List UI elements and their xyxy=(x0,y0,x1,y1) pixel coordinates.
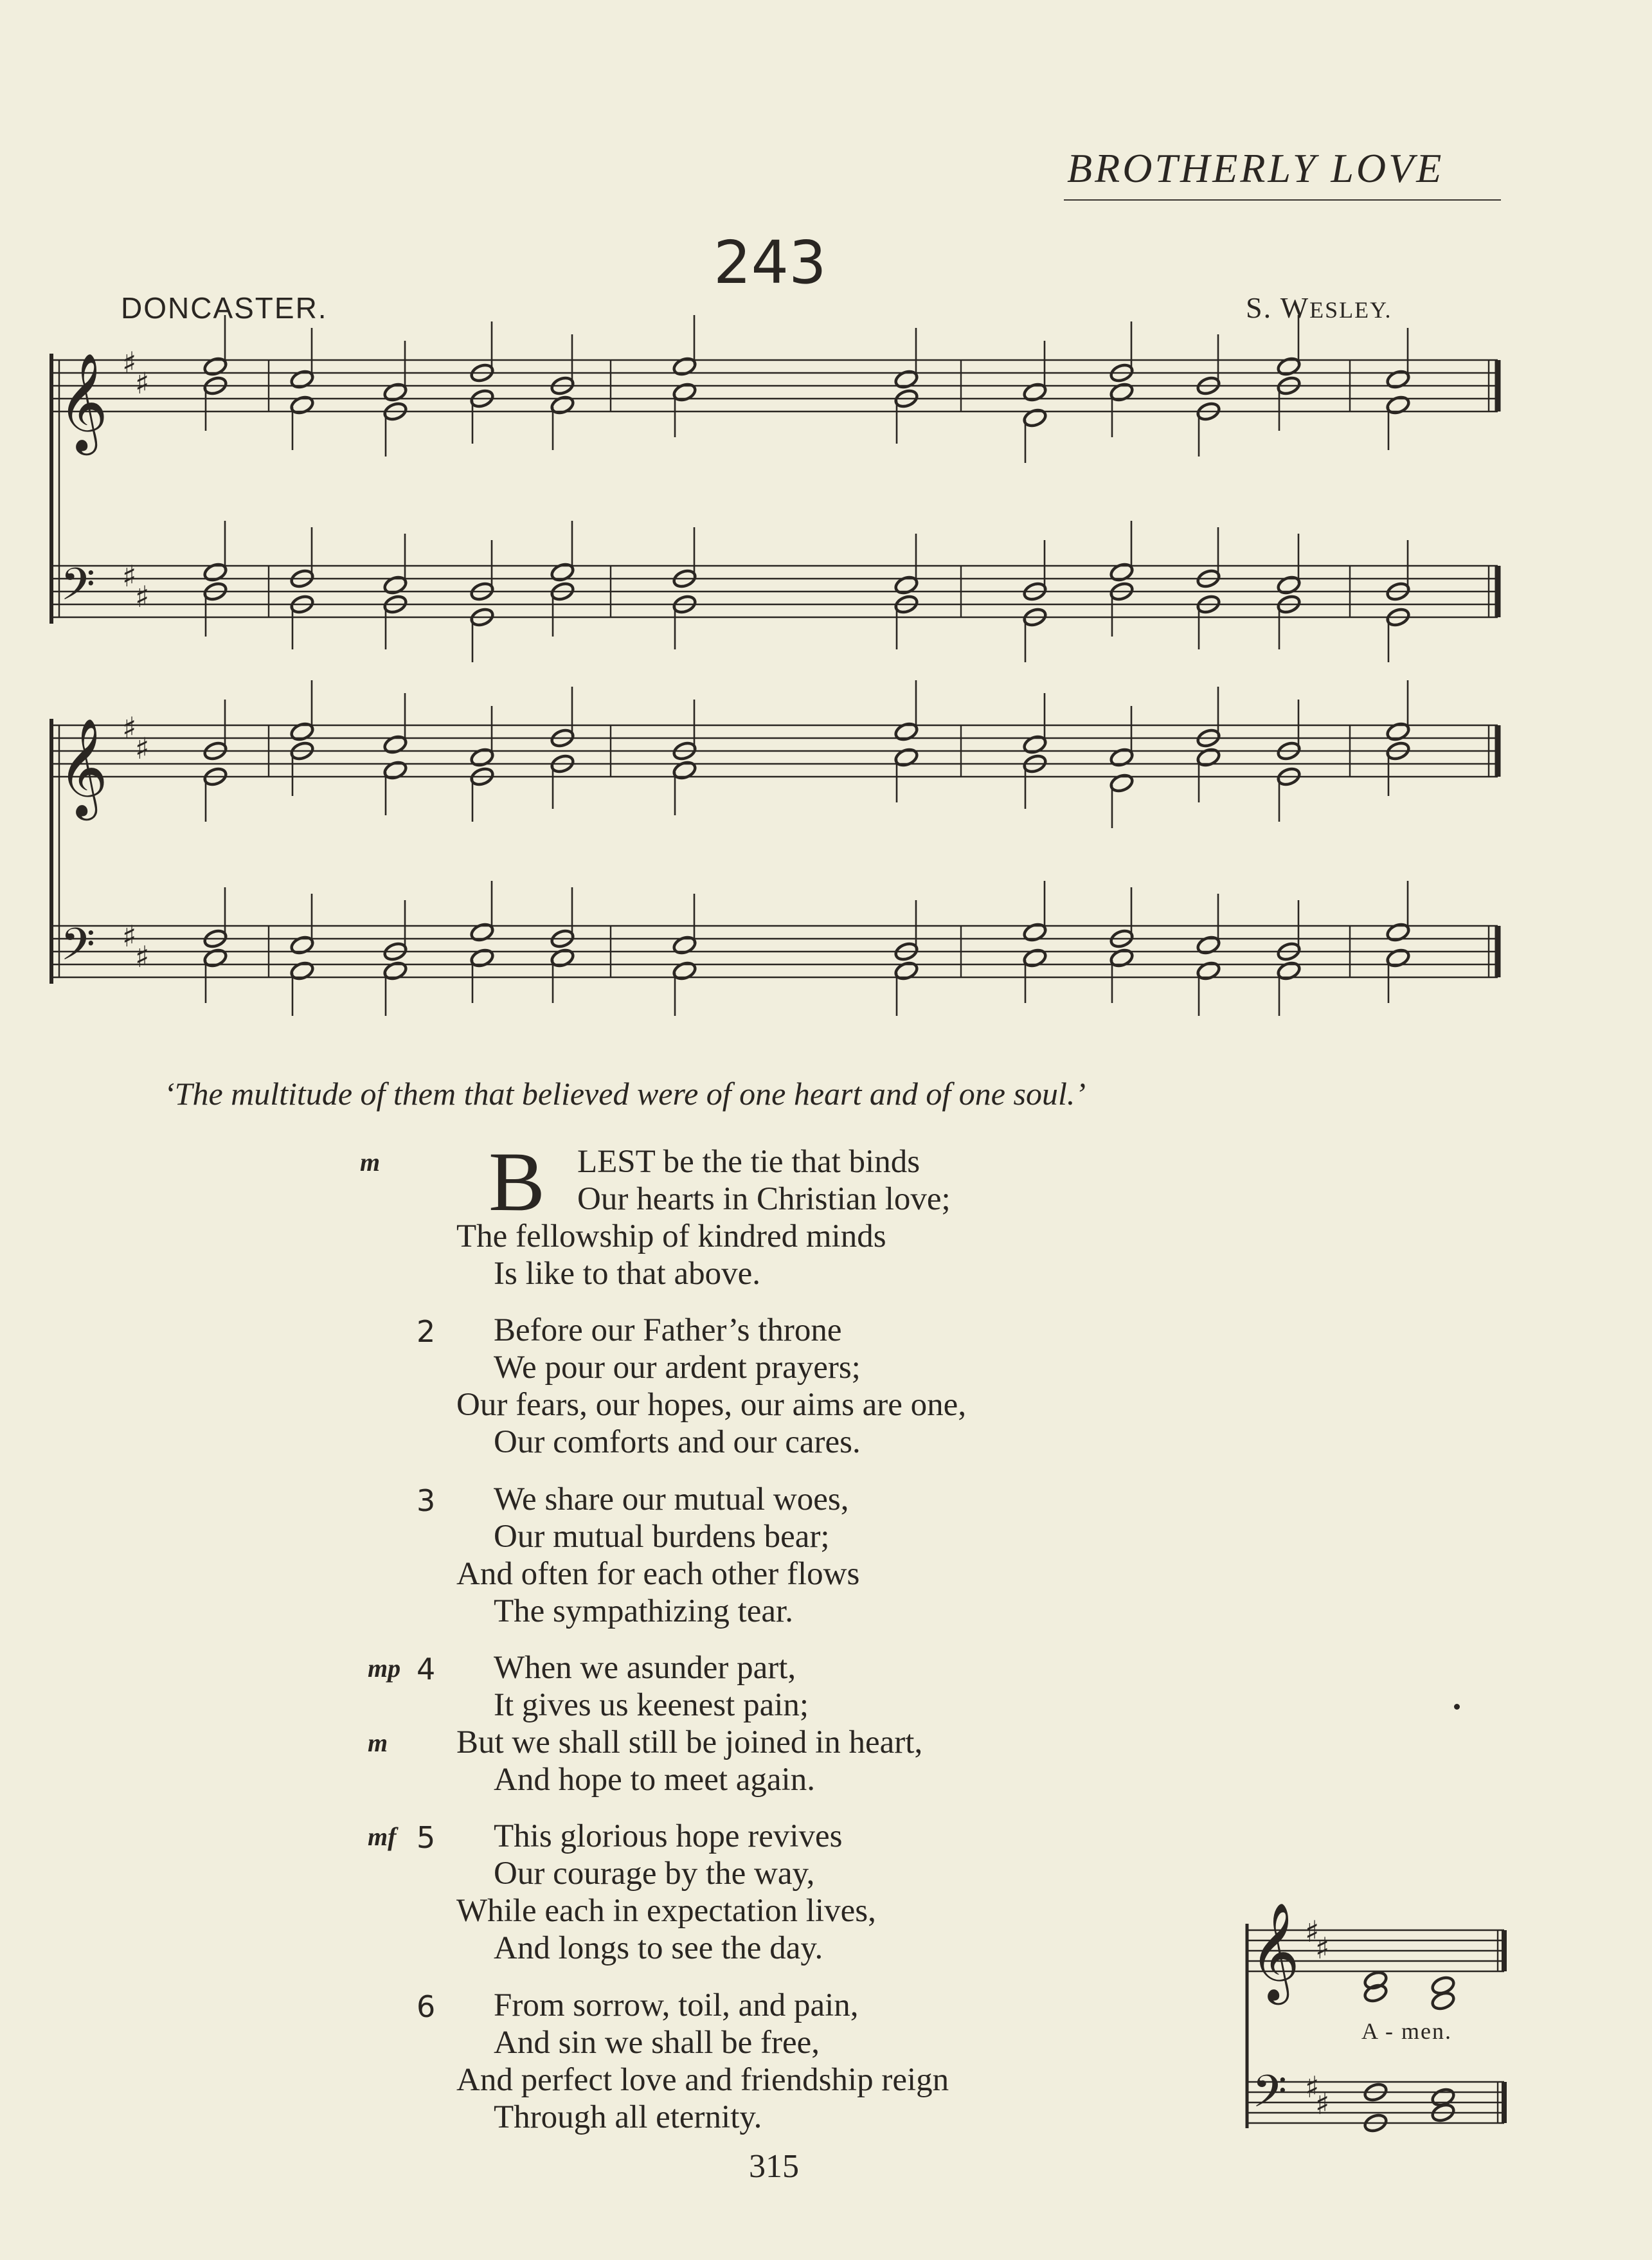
note-head xyxy=(1430,1990,1456,2011)
verse-5-line-4: And longs to see the day. xyxy=(494,1930,823,1966)
verse-6-line-4: Through all eternity. xyxy=(494,2099,762,2135)
sharp-sign: ♯ xyxy=(122,345,137,380)
sharp-sign: ♯ xyxy=(1305,1914,1320,1949)
treble-clef: 𝄞 xyxy=(58,352,109,451)
sharp-sign: ♯ xyxy=(122,559,137,593)
tune-name: DONCASTER. xyxy=(121,291,328,325)
dynamic-marking: m xyxy=(360,1148,381,1177)
sharp-sign: ♯ xyxy=(135,366,150,401)
treble-clef: 𝄞 xyxy=(58,718,109,817)
verse-1-line-2: Our hearts in Christian love; xyxy=(577,1181,951,1217)
verse-4-line-3: But we shall still be joined in heart, xyxy=(456,1724,923,1760)
verse-5-line-3: While each in expectation lives, xyxy=(456,1893,876,1929)
verse-6-line-3: And perfect love and friendship reign xyxy=(456,2062,949,2098)
verse-2-line-3: Our fears, our hopes, our aims are one, xyxy=(456,1387,967,1423)
treble-clef: 𝄞 xyxy=(1250,1902,1300,2001)
amen-label: A - men. xyxy=(1361,2018,1452,2044)
sharp-sign: ♯ xyxy=(1315,1931,1330,1966)
verse-number: 3 xyxy=(417,1483,436,1518)
sharp-sign: ♯ xyxy=(135,731,150,766)
sharp-sign: ♯ xyxy=(1315,2086,1330,2121)
epigraph: ‘The multitude of them that believed were of one heart and of one soul.’ xyxy=(164,1076,1086,1112)
verse-2-line-2: We pour our ardent prayers; xyxy=(494,1350,861,1386)
verse-number: 5 xyxy=(417,1820,436,1855)
sharp-sign: ♯ xyxy=(122,919,137,954)
running-head: BROTHERLY LOVE xyxy=(1067,145,1444,191)
bass-clef: 𝄢 xyxy=(60,558,96,621)
dynamic-marking: m xyxy=(368,1728,388,1757)
dynamic-marking: mp xyxy=(368,1654,401,1683)
bass-clef: 𝄢 xyxy=(1252,2065,1288,2128)
bass-clef: 𝄢 xyxy=(60,918,96,981)
composer-initial: S. W xyxy=(1246,291,1310,324)
sharp-sign: ♯ xyxy=(1305,2070,1320,2104)
stray-mark xyxy=(1454,1704,1460,1710)
sharp-sign: ♯ xyxy=(135,579,150,614)
verse-5-line-2: Our courage by the way, xyxy=(494,1856,815,1892)
verse-number: 4 xyxy=(417,1652,436,1686)
dynamic-marking: mf xyxy=(368,1822,397,1851)
verse-6-line-2: And sin we shall be free, xyxy=(494,2025,820,2061)
verse-3-line-1: We share our mutual woes, xyxy=(494,1481,849,1517)
verse-6-line-1: From sorrow, toil, and pain, xyxy=(494,1987,859,2023)
verse-4-line-1: When we asunder part, xyxy=(494,1650,796,1686)
verse-number: 2 xyxy=(417,1314,436,1349)
verse-2-line-4: Our comforts and our cares. xyxy=(494,1424,861,1460)
drop-cap: B xyxy=(489,1134,546,1229)
sharp-sign: ♯ xyxy=(122,710,137,745)
verse-3-line-4: The sympathizing tear. xyxy=(494,1593,793,1629)
verse-1-line-1: LEST be the tie that binds xyxy=(577,1144,920,1180)
verse-3-line-3: And often for each other flows xyxy=(456,1556,860,1592)
verse-4-line-2: It gives us keenest pain; xyxy=(494,1687,809,1723)
verse-1-line-4: Is like to that above. xyxy=(494,1256,760,1292)
verse-1-line-3: The fellowship of kindred minds xyxy=(456,1218,886,1254)
hymn-number: 243 xyxy=(714,228,827,297)
page-number: 315 xyxy=(749,2148,799,2185)
sharp-sign: ♯ xyxy=(135,939,150,974)
verse-number: 6 xyxy=(417,1989,436,2024)
verse-3-line-2: Our mutual burdens bear; xyxy=(494,1519,830,1555)
verse-5-line-1: This glorious hope revives xyxy=(494,1818,843,1854)
verse-4-line-4: And hope to meet again. xyxy=(494,1762,815,1798)
composer-rest: ESLEY. xyxy=(1309,297,1392,323)
verse-2-line-1: Before our Father’s throne xyxy=(494,1312,842,1348)
